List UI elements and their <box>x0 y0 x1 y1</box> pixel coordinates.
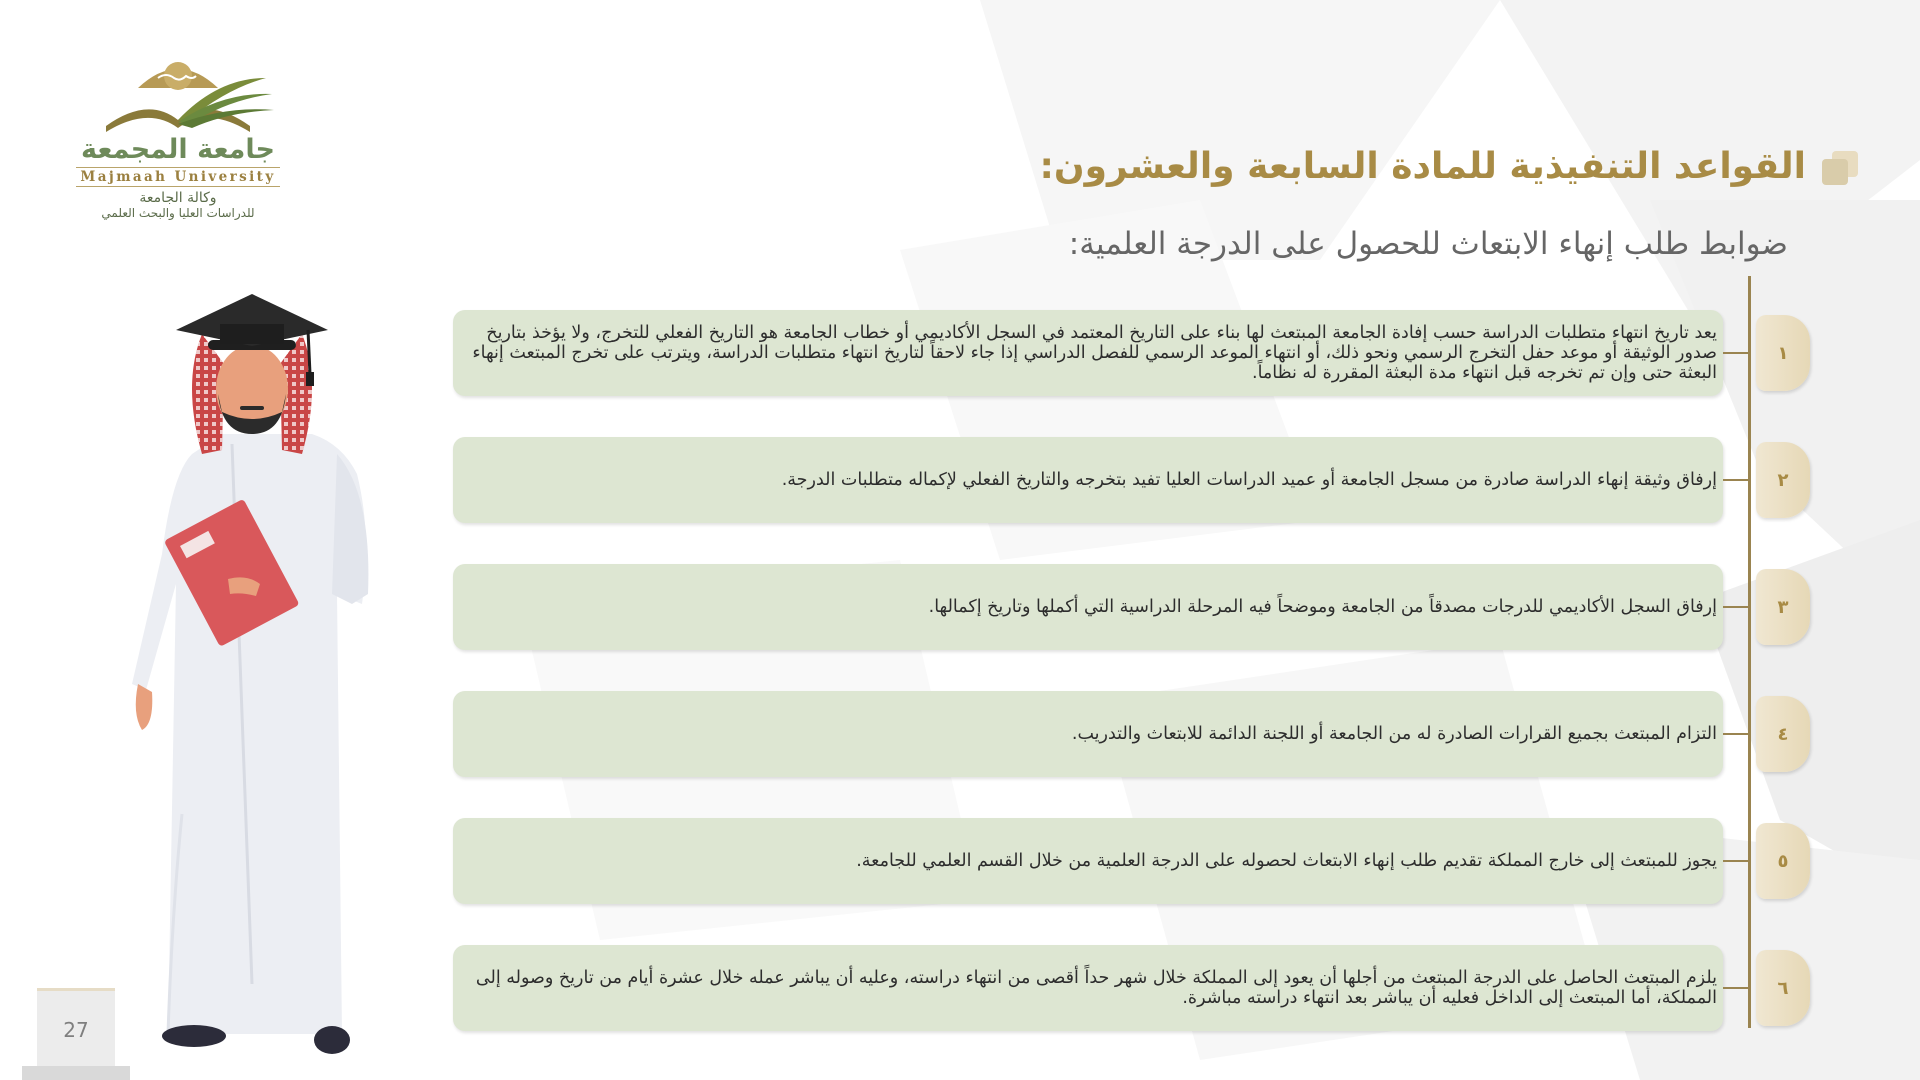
item-text: يلزم المبتعث الحاصل على الدرجة المبتعث من أجلها أن يعود إلى المملكة خلال شهر حداً أقصى من انتهاء دراسته، وعليه أن يباشر عمله خلال عشرة أيام من تاريخ وصوله إلى المملكة، أما المبتعث إلى الداخل فعليه أن يباشر بعد انتهاء دراسته مباشرة. <box>475 968 1717 1008</box>
logo-department-line1: وكالة الجامعة <box>139 190 217 206</box>
item-text: إرفاق السجل الأكاديمي للدرجات مصدقاً من الجامعة وموضحاً فيه المرحلة الدراسية التي أكملها وتاريخ إكمالها. <box>928 597 1717 617</box>
list-item <box>453 818 1789 904</box>
title-bullet-icon <box>1822 149 1858 185</box>
slide-subtitle: ضوابط طلب إنهاء الابتعاث للحصول على الدرجة العلمية: <box>1068 226 1788 262</box>
item-text: يجوز للمبتعث إلى خارج المملكة تقديم طلب إنهاء الابتعاث لحصوله على الدرجة العلمية من خلال القسم العلمي للجامعة. <box>856 851 1717 871</box>
item-number-badge: ٦ <box>1756 950 1810 1026</box>
list-item <box>453 310 1789 396</box>
page-number-base <box>22 1066 130 1080</box>
slide-title <box>1039 146 1858 187</box>
logo-name-english: Majmaah University <box>76 167 279 187</box>
title-text: القواعد التنفيذية للمادة السابعة والعشرون: <box>1039 146 1806 187</box>
item-number-badge: ١ <box>1756 315 1810 391</box>
page-number: 27 <box>63 1018 89 1042</box>
logo-name-arabic: جامعة المجمعة <box>81 134 275 165</box>
university-logo <box>58 48 298 233</box>
logo-book-icon <box>78 48 278 138</box>
list-item <box>453 564 1789 650</box>
item-text: التزام المبتعث بجميع القرارات الصادرة له من الجامعة أو اللجنة الدائمة للابتعاث والتدريب. <box>1071 724 1717 744</box>
list-item <box>453 691 1789 777</box>
list-item <box>453 945 1789 1031</box>
item-number-badge: ٥ <box>1756 823 1810 899</box>
logo-department-line2: للدراسات العليا والبحث العلمي <box>101 206 255 221</box>
item-text: يعد تاريخ انتهاء متطلبات الدراسة حسب إفادة الجامعة المبتعث لها بناء على التاريخ المعتمد في السجل الأكاديمي أو خطاب الجامعة هو التاريخ الفعلي للتخرج، ولا يؤخذ بتاريخ صدور الوثيقة أو موعد حفل التخرج الرسمي ونحو ذلك، أو انتهاء الموعد الرسمي للفصل الدراسي إذا جاء لاحقاً لتاريخ انتهاء متطلبات الدراسة، ويترتب على تخرج المبتعث إنهاء البعثة حتى وإن تم تخرجه قبل انتهاء مدة البعثة المقررة له نظاماً. <box>472 323 1717 383</box>
item-number-badge: ٣ <box>1756 569 1810 645</box>
item-number-badge: ٢ <box>1756 442 1810 518</box>
item-text: إرفاق وثيقة إنهاء الدراسة صادرة من مسجل الجامعة أو عميد الدراسات العليا تفيد بتخرجه والتاريخ الفعلي لإكماله متطلبات الدرجة. <box>781 470 1717 490</box>
timeline-line <box>1748 276 1751 1028</box>
list-item <box>453 437 1789 523</box>
item-number-badge: ٤ <box>1756 696 1810 772</box>
graduate-illustration <box>132 294 412 1064</box>
